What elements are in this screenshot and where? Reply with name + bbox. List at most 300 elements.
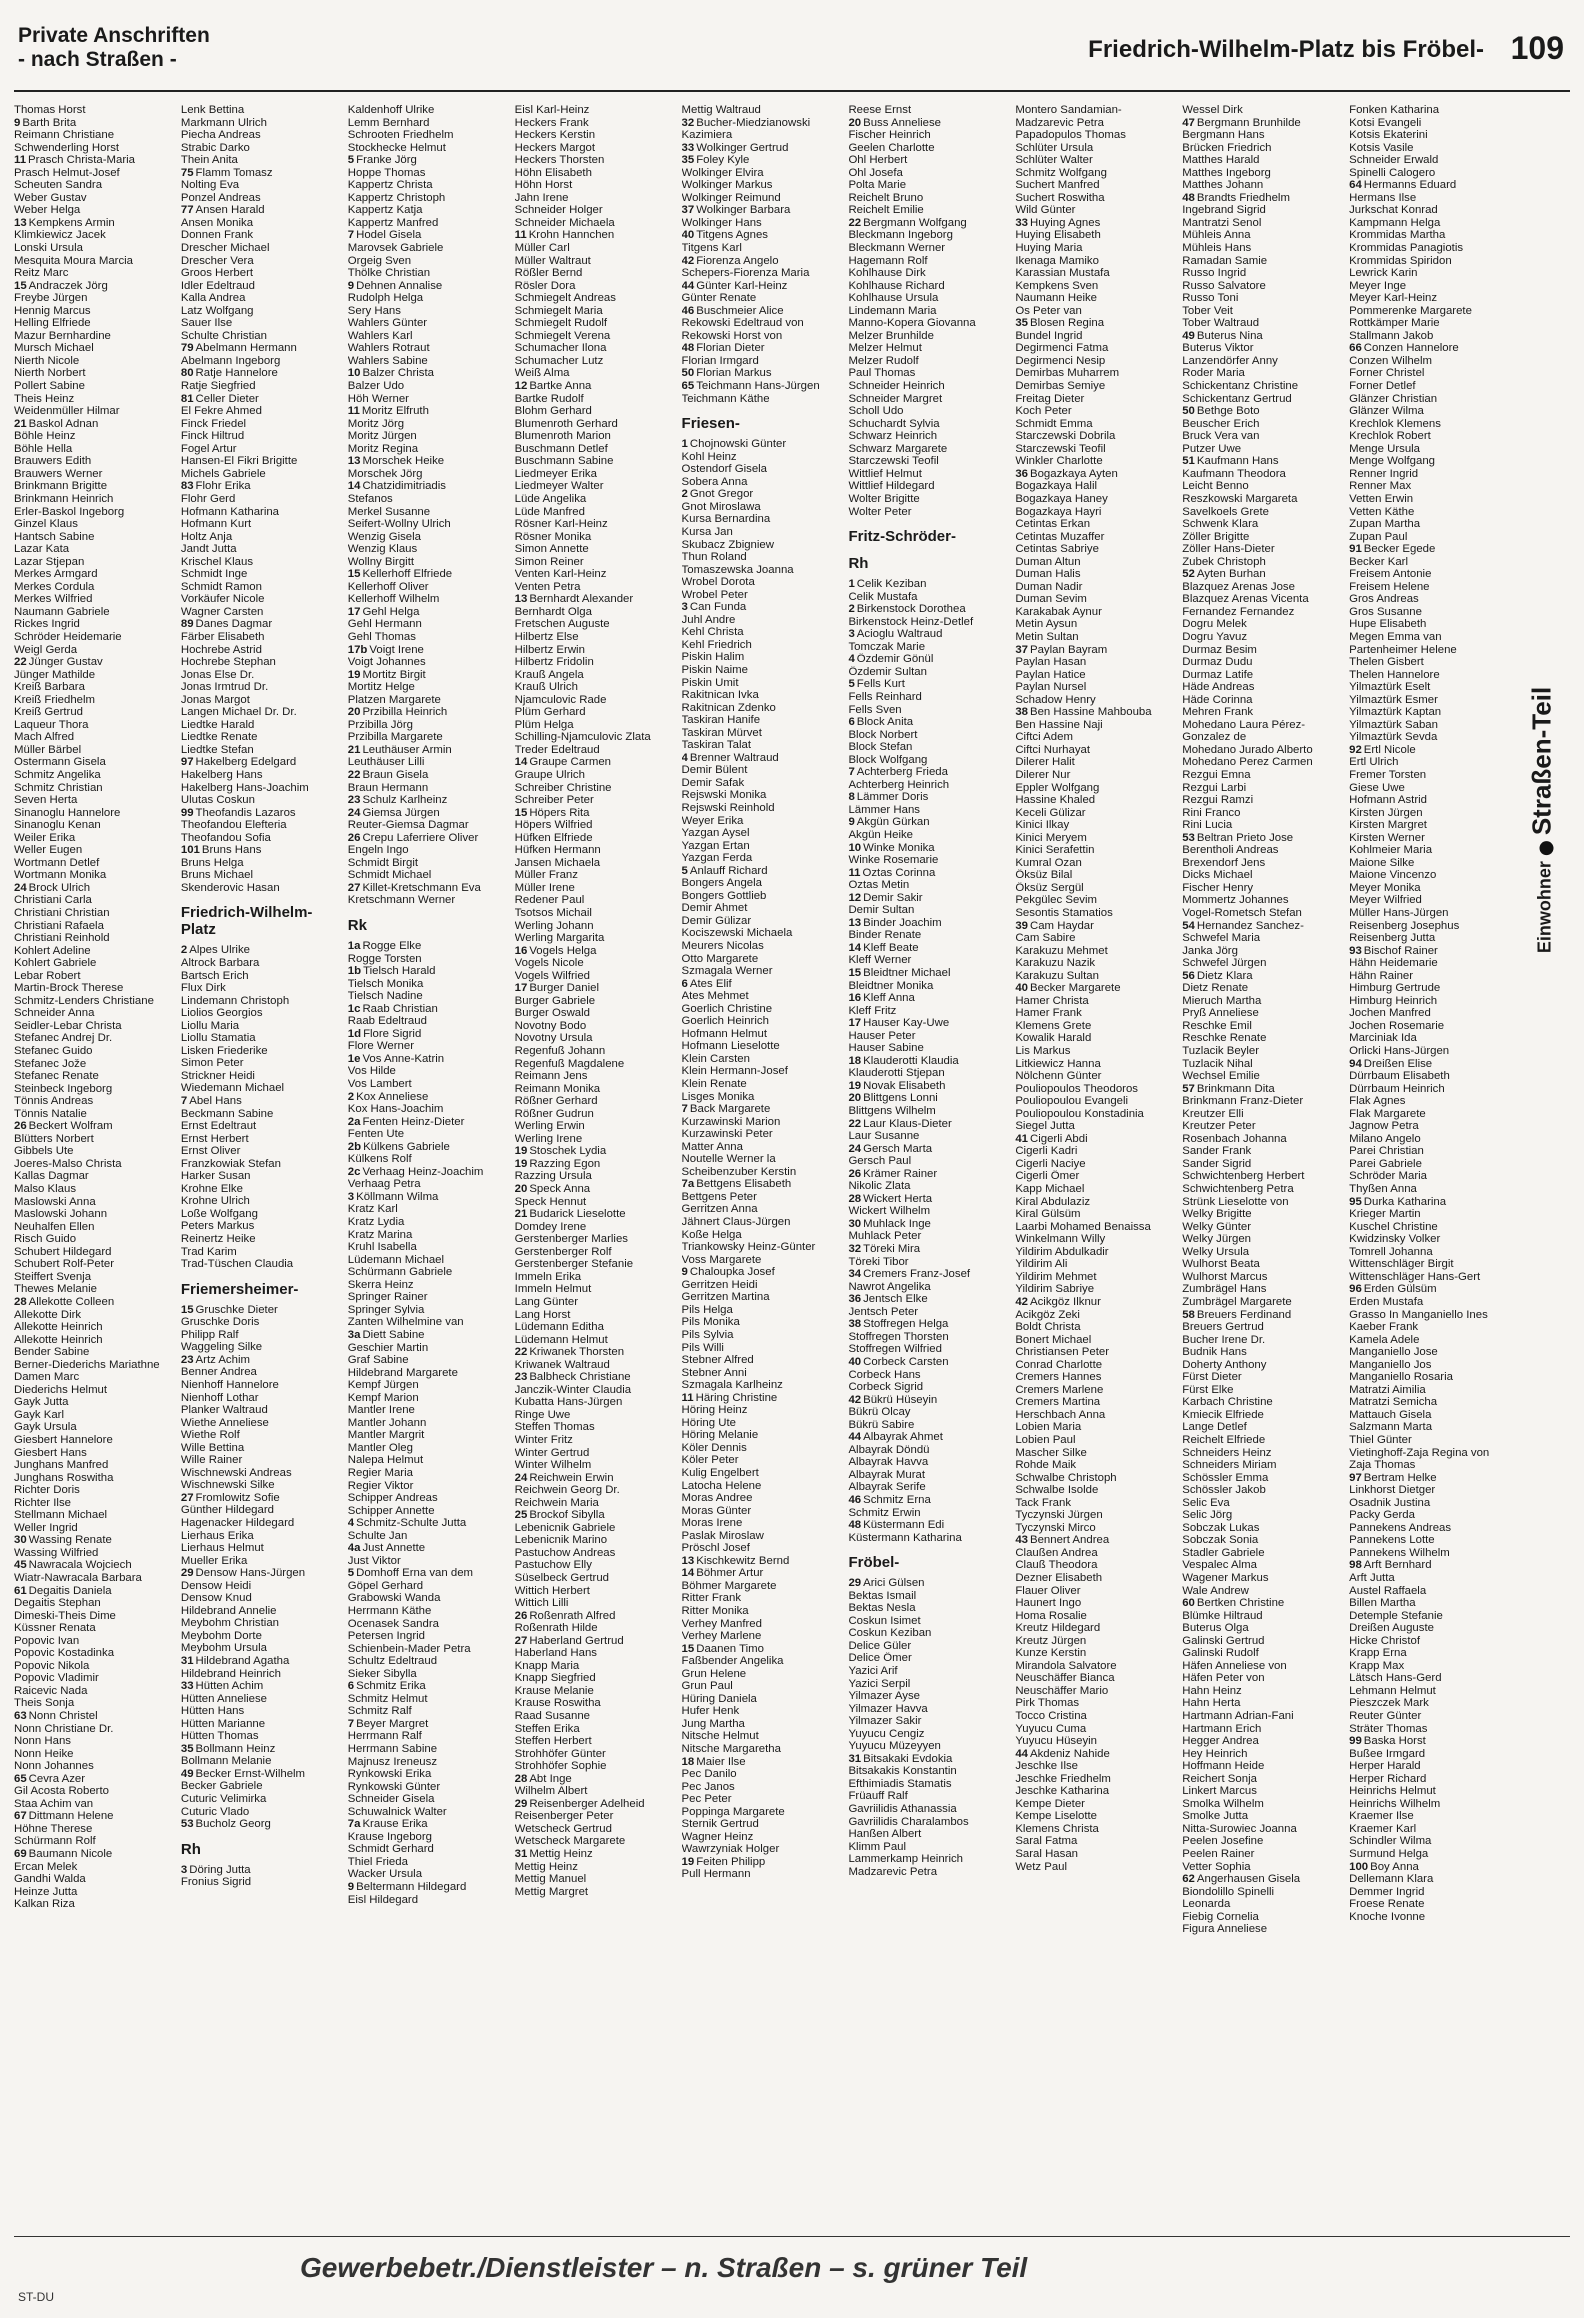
resident-entry xyxy=(181,117,338,130)
resident-name: Reisenberg Jutta xyxy=(1349,932,1436,945)
resident-entry xyxy=(1349,719,1506,732)
resident-name: Weyer Erika xyxy=(681,814,744,827)
resident-name: Delice Güler xyxy=(848,1639,912,1652)
resident-entry xyxy=(1015,1484,1172,1497)
resident-name: Artz Achim xyxy=(195,1353,250,1366)
resident-name: Leicht Benno xyxy=(1182,480,1249,493)
resident-name: Teichmann Käthe xyxy=(681,392,770,405)
resident-name: Orgeig Sven xyxy=(347,254,412,267)
resident-name: Lierhaus Erika xyxy=(180,1529,254,1542)
house-number: 4a xyxy=(347,1542,361,1555)
resident-name: Schürmann Gabriele xyxy=(347,1266,453,1279)
resident-entry xyxy=(1182,1886,1339,1899)
resident-name: Liolios Georgios xyxy=(180,1007,263,1020)
resident-name: Immeln Helmut xyxy=(514,1283,592,1296)
resident-entry xyxy=(515,1798,672,1811)
resident-entry xyxy=(848,704,1005,717)
resident-name: Sternik Gertrud xyxy=(681,1818,759,1831)
resident-name: Vogels Helga xyxy=(529,944,597,957)
resident-entry xyxy=(348,1818,505,1831)
resident-name: Demir Bülent xyxy=(681,764,748,777)
resident-entry xyxy=(1182,1748,1339,1761)
resident-entry xyxy=(1015,192,1172,205)
resident-name: Nölchenn Günter xyxy=(1015,1070,1102,1083)
resident-name: Wittlief Helmut xyxy=(848,467,922,480)
resident-name: Wetscheck Gertrud xyxy=(514,1822,612,1835)
resident-entry xyxy=(515,782,672,795)
resident-name: Meurers Nicolas xyxy=(681,940,764,952)
resident-name: Pils Monika xyxy=(681,1316,740,1329)
resident-entry xyxy=(848,1042,1005,1055)
resident-name: Kiral Abdulaziz xyxy=(1015,1195,1091,1208)
resident-name: Pouliopoulou Evangeli xyxy=(1015,1095,1129,1108)
resident-entry xyxy=(1349,869,1506,882)
resident-entry xyxy=(1182,656,1339,669)
house-number: 35 xyxy=(1015,317,1028,330)
resident-name: Kohlert Adeline xyxy=(14,944,91,957)
resident-entry xyxy=(181,944,338,957)
resident-name: Meybohm Dorte xyxy=(180,1629,262,1642)
resident-name: Wrobel Dorota xyxy=(681,576,755,589)
resident-name: Taskiran Talat xyxy=(681,739,751,752)
resident-name: Gnot Miroslawa xyxy=(681,500,761,513)
house-number: 96 xyxy=(1349,1283,1362,1296)
resident-name: Jochen Manfred xyxy=(1349,1007,1431,1020)
house-number: 21 xyxy=(14,417,27,430)
resident-entry xyxy=(682,651,839,664)
house-number: 1 xyxy=(848,578,855,591)
resident-name: Ciftci Adem xyxy=(1015,731,1073,744)
resident-name: Back Margarete xyxy=(689,1103,771,1116)
resident-name: Schulte Jan xyxy=(347,1529,408,1542)
resident-entry xyxy=(1182,1459,1339,1472)
resident-name: Rakitnican Ivka xyxy=(681,689,759,702)
resident-name: Immeln Erika xyxy=(514,1270,582,1283)
resident-name: Densow Heidi xyxy=(180,1579,252,1592)
house-number: 28 xyxy=(14,1295,27,1308)
resident-name: Hamer Frank xyxy=(1015,1007,1082,1020)
resident-name: Raab Christian xyxy=(362,1002,438,1015)
resident-entry xyxy=(1015,1296,1172,1309)
resident-name: Corbeck Hans xyxy=(848,1368,921,1381)
resident-name: Jandt Jutta xyxy=(180,543,237,556)
resident-name: Bleidtner Michael xyxy=(863,967,951,979)
resident-name: Hüfken Hermann xyxy=(514,844,601,857)
resident-name: Flore Sigrid xyxy=(363,1027,422,1040)
resident-name: Laur Susanne xyxy=(848,1130,920,1143)
resident-name: Zupan Martha xyxy=(1349,518,1421,531)
resident-name: Bucher-Miedzianowski xyxy=(696,116,811,129)
resident-entry xyxy=(848,1431,1005,1444)
resident-name: Theofandou Elefteria xyxy=(180,819,287,832)
resident-entry xyxy=(682,1818,839,1831)
resident-name: Wulhorst Beata xyxy=(1182,1258,1260,1271)
footer-code: ST-DU xyxy=(18,2290,54,2304)
resident-name: Manno-Kopera Giovanna xyxy=(848,317,976,330)
resident-name: Celik Mustafa xyxy=(848,590,918,603)
resident-name: Kiral Gülsüm xyxy=(1015,1208,1081,1221)
resident-name: Just Annette xyxy=(362,1542,426,1555)
resident-entry xyxy=(1349,1409,1506,1422)
resident-entry xyxy=(682,1868,839,1881)
resident-name: Pils Helga xyxy=(681,1303,733,1316)
resident-name: Breuers Ferdinand xyxy=(1196,1308,1292,1321)
resident-name: Rejswski Monika xyxy=(681,789,767,802)
resident-name: Montero Sandamian- xyxy=(1015,104,1122,116)
resident-entry xyxy=(1182,1133,1339,1146)
resident-name: Schröder Heidemarie xyxy=(14,630,122,643)
house-number: 5 xyxy=(681,864,688,877)
resident-name: Yuyucu Cuma xyxy=(1015,1722,1087,1735)
resident-entry xyxy=(682,815,839,828)
directory-column xyxy=(848,104,1005,2230)
resident-entry xyxy=(1349,1685,1506,1698)
resident-entry xyxy=(1015,480,1172,493)
resident-name: Richter Doris xyxy=(14,1484,80,1497)
resident-name: Albayrak Murat xyxy=(848,1468,926,1481)
resident-name: Strabic Darko xyxy=(180,141,250,154)
resident-name: Janczik-Winter Claudia xyxy=(514,1383,632,1396)
resident-name: Wolter Brigitte xyxy=(848,492,920,505)
resident-entry xyxy=(1015,117,1172,130)
resident-entry xyxy=(348,1530,505,1543)
resident-entry xyxy=(1349,367,1506,380)
resident-entry xyxy=(515,1120,672,1133)
resident-name: Krohne Ulrich xyxy=(180,1195,250,1208)
resident-name: Brauwers Werner xyxy=(14,467,103,480)
resident-entry xyxy=(348,506,505,519)
resident-entry xyxy=(848,1030,1005,1043)
resident-name: Hupe Elisabeth xyxy=(1349,618,1427,631)
resident-entry xyxy=(181,229,338,242)
resident-name: Schreiber Peter xyxy=(514,794,594,807)
resident-name: Russo Salvatore xyxy=(1182,279,1266,292)
resident-entry xyxy=(1349,1246,1506,1259)
resident-entry xyxy=(1182,280,1339,293)
resident-name: Demmer Ingrid xyxy=(1349,1885,1425,1898)
resident-entry xyxy=(348,1141,505,1154)
resident-entry xyxy=(1182,932,1339,945)
resident-name: Njamculovic Rade xyxy=(514,693,607,706)
resident-name: Wagner Carsten xyxy=(180,605,264,618)
resident-name: Graupe Carmen xyxy=(529,756,611,769)
resident-name: Schipper Annette xyxy=(347,1504,435,1517)
resident-entry xyxy=(1349,1421,1506,1434)
resident-name: Kunze Kerstin xyxy=(1015,1647,1087,1660)
resident-name: Wahlers Rotraut xyxy=(347,342,430,355)
resident-entry xyxy=(848,1419,1005,1432)
resident-entry xyxy=(515,154,672,167)
resident-entry xyxy=(348,430,505,443)
house-number: 2c xyxy=(347,1165,361,1178)
resident-entry xyxy=(181,1492,338,1505)
resident-entry xyxy=(1182,1070,1339,1083)
resident-name: Titgens Karl xyxy=(681,242,742,255)
resident-entry xyxy=(348,1367,505,1380)
resident-entry xyxy=(348,455,505,468)
resident-entry xyxy=(1349,418,1506,431)
house-number: 6 xyxy=(347,1680,355,1693)
resident-name: Lebenicnik Gabriele xyxy=(514,1521,616,1534)
resident-entry xyxy=(1182,1371,1339,1384)
resident-name: Göpel Gerhard xyxy=(347,1579,424,1592)
resident-entry xyxy=(682,380,839,393)
resident-entry xyxy=(682,217,839,230)
resident-name: Schwefel Jürgen xyxy=(1182,957,1267,970)
house-number: 45 xyxy=(14,1559,27,1572)
resident-name: Moritz Regina xyxy=(347,442,419,455)
house-number: 7a xyxy=(347,1818,361,1831)
resident-entry xyxy=(181,518,338,531)
resident-entry xyxy=(682,865,839,878)
resident-entry xyxy=(181,1780,338,1793)
resident-name: Dietz Renate xyxy=(1182,982,1249,995)
resident-entry xyxy=(515,907,672,920)
resident-entry xyxy=(181,1793,338,1806)
resident-entry xyxy=(1182,1610,1339,1623)
resident-entry xyxy=(515,1371,672,1384)
resident-name: Dehnen Annalise xyxy=(356,279,443,292)
resident-name: Krischel Klaus xyxy=(180,555,254,568)
resident-name: Günther Hildegard xyxy=(180,1504,274,1517)
resident-name: Schwarz Heinrich xyxy=(848,430,938,443)
resident-entry xyxy=(515,1070,672,1083)
resident-name: Schuwalnick Walter xyxy=(347,1805,447,1818)
resident-entry xyxy=(682,727,839,740)
resident-name: Haberland Gertrud xyxy=(529,1634,624,1647)
resident-name: Lobien Maria xyxy=(1015,1421,1082,1434)
resident-entry xyxy=(14,1572,171,1585)
resident-entry xyxy=(181,1504,338,1517)
resident-name: Corbeck Carsten xyxy=(863,1355,949,1368)
resident-entry xyxy=(181,192,338,205)
resident-entry xyxy=(515,1509,672,1522)
resident-name: Wenzig Gisela xyxy=(347,530,421,543)
resident-entry xyxy=(1015,1835,1172,1848)
resident-entry xyxy=(1349,1020,1506,1033)
house-number: 2 xyxy=(180,944,188,957)
resident-name: Anlauff Richard xyxy=(689,864,768,877)
resident-name: Wickert Herta xyxy=(863,1192,933,1205)
resident-name: Blittgens Lonni xyxy=(863,1092,938,1105)
resident-name: Wolkinger Hans xyxy=(681,216,762,229)
resident-entry xyxy=(1182,920,1339,933)
resident-name: Fells Kurt xyxy=(856,678,905,691)
resident-entry xyxy=(515,1196,672,1209)
house-number: 13 xyxy=(14,216,27,229)
house-number: 24 xyxy=(848,1142,862,1155)
resident-entry xyxy=(1015,1145,1172,1158)
resident-name: Rezgui Ramzi xyxy=(1182,794,1254,807)
resident-entry xyxy=(848,242,1005,255)
resident-entry xyxy=(515,1158,672,1171)
resident-name: Orlicki Hans-Jürgen xyxy=(1349,1045,1450,1058)
resident-entry xyxy=(682,1153,839,1166)
resident-entry xyxy=(348,1831,505,1844)
resident-entry xyxy=(848,1577,1005,1590)
resident-name: Heckers Kerstin xyxy=(514,129,596,142)
resident-name: Kurzawinski Marion xyxy=(681,1115,781,1128)
resident-name: Ocenasek Sandra xyxy=(347,1617,439,1630)
resident-entry xyxy=(848,741,1005,754)
resident-name: Raab Edeltraud xyxy=(347,1015,427,1028)
resident-name: Zumbrägel Margarete xyxy=(1182,1295,1292,1308)
resident-entry xyxy=(348,581,505,594)
resident-entry xyxy=(515,493,672,506)
resident-name: Kreutzer Elli xyxy=(1182,1107,1244,1120)
resident-entry xyxy=(515,794,672,807)
resident-entry xyxy=(682,367,839,380)
house-number: 9 xyxy=(681,1266,688,1279)
resident-name: Stoffregen Helga xyxy=(863,1318,949,1331)
resident-name: Rezgui Emna xyxy=(1182,768,1251,781)
resident-name: Kratz Marina xyxy=(347,1228,413,1241)
resident-name: Bruns Helga xyxy=(180,856,244,869)
resident-name: Krommidas Panagiotis xyxy=(1349,242,1464,255)
resident-name: Theofandis Lazaros xyxy=(195,806,296,819)
resident-name: Bonert Michael xyxy=(1015,1333,1092,1346)
resident-entry xyxy=(1349,1045,1506,1058)
resident-entry xyxy=(848,842,1005,855)
resident-entry xyxy=(515,1710,672,1723)
resident-name: Werling Johann xyxy=(514,919,594,932)
resident-entry xyxy=(1182,380,1339,393)
resident-name: Wittlief Hildegard xyxy=(848,480,935,493)
resident-entry xyxy=(848,1193,1005,1206)
resident-entry xyxy=(1349,731,1506,744)
resident-name: Krechlok Robert xyxy=(1349,430,1431,443)
resident-entry xyxy=(181,744,338,757)
resident-entry xyxy=(348,1793,505,1806)
resident-name: Rottkämper Marie xyxy=(1349,317,1440,330)
house-number: 8 xyxy=(848,791,855,804)
resident-entry xyxy=(14,104,171,117)
resident-name: Verhaag Petra xyxy=(347,1178,421,1191)
section-title xyxy=(18,24,210,72)
resident-entry xyxy=(848,455,1005,468)
resident-entry xyxy=(1349,1559,1506,1572)
resident-name: Kappertz Manfred xyxy=(347,216,439,229)
resident-name: Kreutz Jürgen xyxy=(1015,1634,1087,1647)
resident-name: Gayk Jutta xyxy=(14,1396,69,1409)
resident-entry xyxy=(1182,1384,1339,1397)
resident-entry xyxy=(1349,380,1506,393)
house-number: 17 xyxy=(347,605,361,618)
resident-entry xyxy=(14,543,171,556)
resident-name: Höh Werner xyxy=(347,392,409,405)
resident-name: Jonas Else Dr. xyxy=(180,668,255,681)
resident-entry xyxy=(181,179,338,192)
resident-name: Klauderotti Klaudia xyxy=(863,1054,959,1067)
resident-name: Pröschl Josef xyxy=(681,1542,750,1555)
resident-entry xyxy=(1182,1208,1339,1221)
resident-name: Stallmann Jakob xyxy=(1349,329,1434,342)
resident-entry xyxy=(1015,1359,1172,1372)
resident-name: Bruns Hans xyxy=(201,844,262,857)
resident-name: Trad Karim xyxy=(180,1245,237,1258)
directory-column xyxy=(1349,104,1506,2230)
resident-name: Reichelt Elfriede xyxy=(1182,1433,1266,1446)
resident-entry xyxy=(1015,694,1172,707)
resident-name: Pollert Sabine xyxy=(14,380,85,393)
resident-entry xyxy=(848,1469,1005,1482)
resident-name: Hütten Thomas xyxy=(180,1730,259,1743)
resident-name: Chatzidimitriadis xyxy=(362,480,446,493)
resident-name: Kohl Heinz xyxy=(681,450,737,463)
resident-entry xyxy=(1015,1108,1172,1121)
resident-name: Gavriilidis Athanassia xyxy=(848,1803,957,1815)
resident-name: Koße Helga xyxy=(681,1228,742,1241)
resident-name: Manganiello Rosaria xyxy=(1349,1371,1453,1384)
resident-name: Allekotte Dirk xyxy=(14,1308,82,1321)
resident-name: Häde Andreas xyxy=(1182,681,1255,694)
resident-entry xyxy=(515,192,672,205)
resident-name: Drescher Vera xyxy=(180,254,254,267)
resident-name: Springer Rainer xyxy=(347,1291,428,1304)
resident-name: Leuthäuser Armin xyxy=(362,743,452,756)
resident-entry xyxy=(1349,1534,1506,1547)
resident-name: Höring Ute xyxy=(681,1416,736,1429)
resident-name: Kaufmann Hans xyxy=(1196,455,1279,468)
section-tab xyxy=(1512,686,1572,954)
resident-name: Matratzi Semicha xyxy=(1349,1396,1438,1409)
resident-name: Mascher Silke xyxy=(1015,1446,1087,1459)
resident-name: Akgün Heike xyxy=(848,828,914,841)
resident-entry xyxy=(1015,129,1172,142)
house-number: 58 xyxy=(1182,1308,1195,1321)
resident-name: Jeschke Katharina xyxy=(1015,1785,1110,1798)
resident-entry xyxy=(1015,1384,1172,1397)
resident-name: Stadler Gabriele xyxy=(1182,1546,1265,1559)
resident-name: Madzarevic Petra xyxy=(1015,116,1104,129)
resident-name: Becker Gabriele xyxy=(180,1780,263,1793)
resident-entry xyxy=(14,1384,171,1397)
resident-entry xyxy=(682,1078,839,1091)
resident-entry xyxy=(682,229,839,242)
resident-entry xyxy=(181,1304,338,1317)
resident-entry xyxy=(348,694,505,707)
resident-entry xyxy=(1182,1346,1339,1359)
resident-entry xyxy=(1182,869,1339,882)
house-number: 99 xyxy=(180,806,194,819)
resident-entry xyxy=(14,1873,171,1886)
resident-entry xyxy=(14,468,171,481)
resident-name: Reszkowski Margareta xyxy=(1182,492,1298,505)
resident-entry xyxy=(181,129,338,142)
resident-name: Grun Paul xyxy=(681,1680,733,1693)
house-number: 44 xyxy=(681,279,695,292)
resident-name: Wittenschläger Hans-Gert xyxy=(1349,1270,1481,1283)
section-title-line1: Private Anschriften xyxy=(18,24,210,47)
resident-entry xyxy=(348,355,505,368)
resident-entry xyxy=(348,1003,505,1016)
resident-entry xyxy=(1182,1723,1339,1736)
resident-entry xyxy=(682,104,839,117)
resident-entry xyxy=(1182,1007,1339,1020)
resident-entry xyxy=(682,1530,839,1543)
resident-name: Lang Horst xyxy=(514,1308,571,1321)
resident-name: Pils Willi xyxy=(681,1341,724,1354)
resident-name: Reisenberger Adelheid xyxy=(529,1797,645,1810)
house-number: 19 xyxy=(514,1145,528,1158)
resident-entry xyxy=(14,1597,171,1610)
resident-entry xyxy=(1015,1083,1172,1096)
house-number: 83 xyxy=(180,480,194,493)
resident-entry xyxy=(348,1806,505,1819)
house-number: 3a xyxy=(347,1328,361,1341)
resident-entry xyxy=(1349,1547,1506,1560)
resident-name: Meyer Monika xyxy=(1349,881,1421,894)
